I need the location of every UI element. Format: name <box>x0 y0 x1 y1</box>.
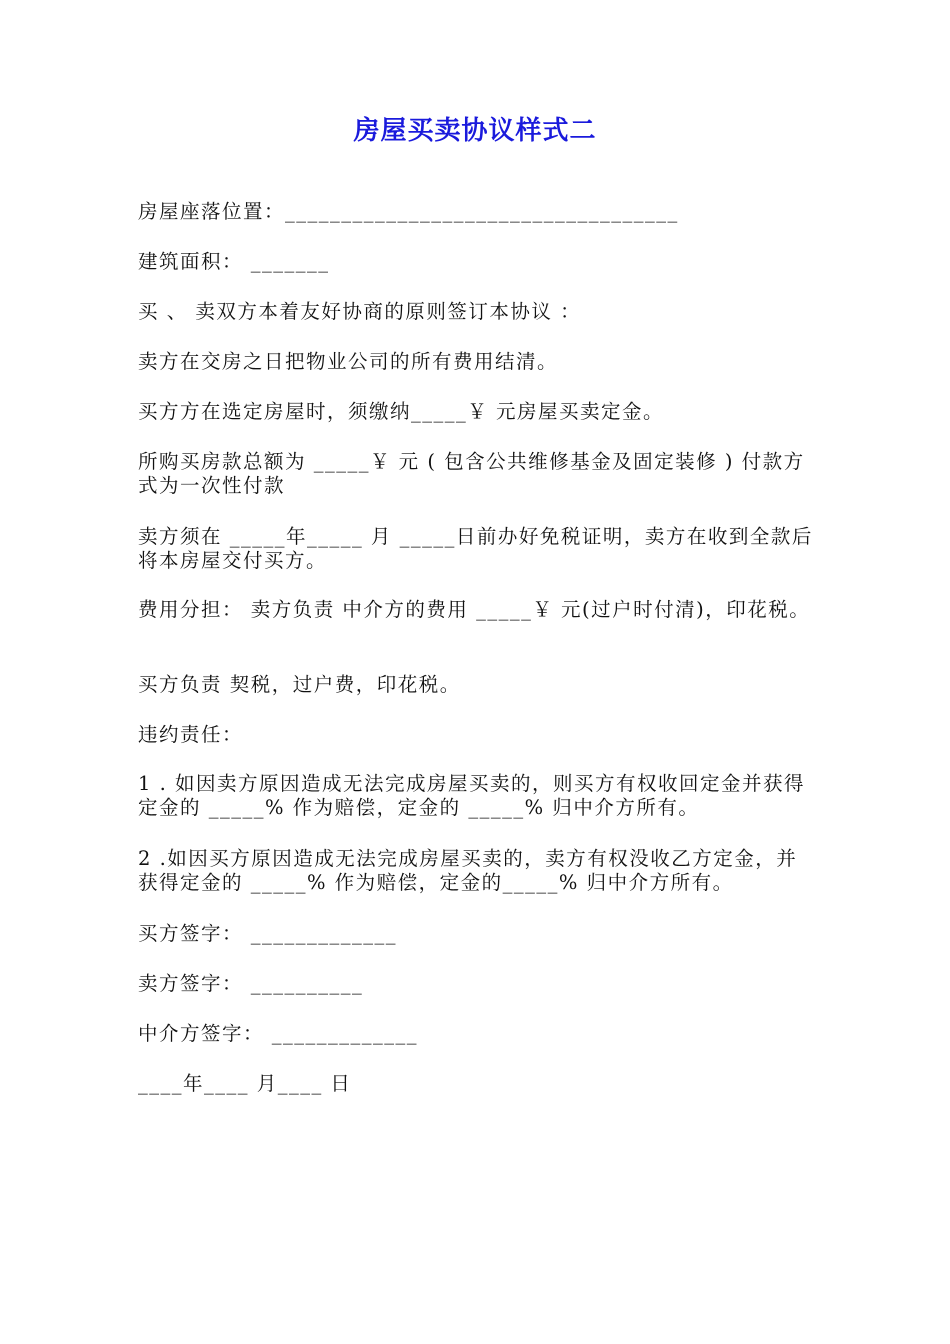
agreement-preamble: 买 、 卖双方本着友好协商的原则签订本协议 ： <box>138 300 582 323</box>
clause-deposit: 买方方在选定房屋时，须缴纳_____￥ 元房屋买卖定金。 <box>138 400 664 423</box>
building-area-field: 建筑面积： _______ <box>138 250 330 273</box>
clause-tax-certificate: 卖方须在 _____年_____ 月 _____日前办好免税证明，卖方在收到全款后将本房屋交付买方。 <box>138 525 813 572</box>
document-title: 房屋买卖协议样式二 <box>353 116 597 146</box>
date-line: ____年____ 月____ 日 <box>138 1072 352 1095</box>
clause-seller-costs: 费用分担： 卖方负责 中介方的费用 _____￥ 元(过户时付清)，印花税。 <box>138 598 811 621</box>
breach-clause-seller: 1 . 如因卖方原因造成无法完成房屋买卖的，则买方有权收回定金并获得定金的 _____% 作为赔偿，定金的 _____% 归中介方所有。 <box>138 772 806 819</box>
clause-total-price: 所购买房款总额为 _____￥ 元 ( 包含公共维修基金及固定装修 ) 付款方式为一次性付款 <box>138 450 805 497</box>
breach-heading: 违约责任： <box>138 723 244 746</box>
agent-signature-line: 中介方签字： _____________ <box>138 1022 418 1045</box>
buyer-signature-line: 买方签字： _____________ <box>138 922 397 945</box>
clause-buyer-costs: 买方负责 契税，过户费，印花税。 <box>138 673 461 696</box>
breach-clause-buyer: 2 .如因买方原因造成无法完成房屋买卖的，卖方有权没收乙方定金，并获得定金的 _____% 作为赔偿，定金的_____% 归中介方所有。 <box>138 847 798 894</box>
clause-property-fees: 卖方在交房之日把物业公司的所有费用结清。 <box>138 350 559 373</box>
property-location-field: 房屋座落位置：___________________________________ <box>138 200 679 223</box>
seller-signature-line: 卖方签字： __________ <box>138 972 364 995</box>
